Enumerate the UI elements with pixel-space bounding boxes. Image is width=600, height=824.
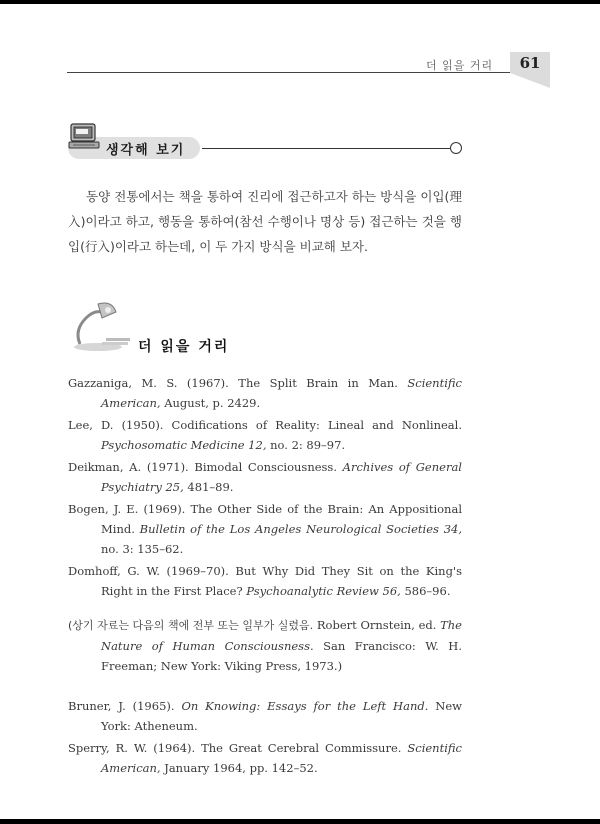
- desk-lamp-icon: [72, 300, 134, 352]
- computer-icon: [68, 122, 102, 152]
- page-number: 61: [519, 54, 541, 72]
- think-section-title: 생각해 보기: [106, 143, 186, 158]
- reference-item: Domhoff, G. W. (1969–70). But Why Did They Sit on the King's Right in the First Place? Psychoanalytic Review 56, 586–96.: [68, 564, 462, 598]
- top-border: [0, 0, 600, 4]
- section-rule: [202, 148, 452, 149]
- source-note: (상기 자료는 다음의 책에 전부 또는 일부가 실렸음. Robert Ornstein, ed. The Nature of Human Consciousness. San Francisco: W. H. Freeman; New York: Viking Press, 1973.): [68, 618, 462, 673]
- reference-item: Bruner, J. (1965). On Knowing: Essays for the Left Hand. New York: Atheneum.: [68, 699, 462, 733]
- reference-item: Gazzaniga, M. S. (1967). The Split Brain in Man. Scientific American, August, p. 2429.: [68, 376, 462, 410]
- think-paragraph: 동양 전통에서는 책을 통하여 진리에 접근하고자 하는 방식을 이입(理入)이라고 하고, 행동을 통하여(참선 수행이나 명상 등) 접근하는 것을 행입(行入)이라고 하는데, 이 두 가지 방식을 비교해 보자.: [68, 189, 462, 254]
- reference-item: Lee, D. (1950). Codifications of Reality: Lineal and Nonlineal. Psychosomatic Medicine 12, no. 2: 89–97.: [68, 418, 462, 452]
- reference-item: Bogen, J. E. (1969). The Other Side of the Brain: An Appositional Mind. Bulletin of the Los Angeles Neurological Societies 34, no. 3: 135–62.: [68, 502, 462, 556]
- bottom-border: [0, 819, 600, 824]
- reference-item: Deikman, A. (1971). Bimodal Consciousness. Archives of General Psychiatry 25, 481–89.: [68, 460, 462, 494]
- reference-list: [68, 373, 462, 780]
- running-title: 더 읽을 거리: [426, 59, 494, 72]
- circle-end-icon: [450, 142, 462, 154]
- reference-item: Sperry, R. W. (1964). The Great Cerebral Commissure. Scientific American, January 1964, pp. 142–52.: [68, 741, 462, 775]
- reading-section-title: 더 읽을 거리: [138, 339, 230, 355]
- header-rule: [67, 72, 510, 73]
